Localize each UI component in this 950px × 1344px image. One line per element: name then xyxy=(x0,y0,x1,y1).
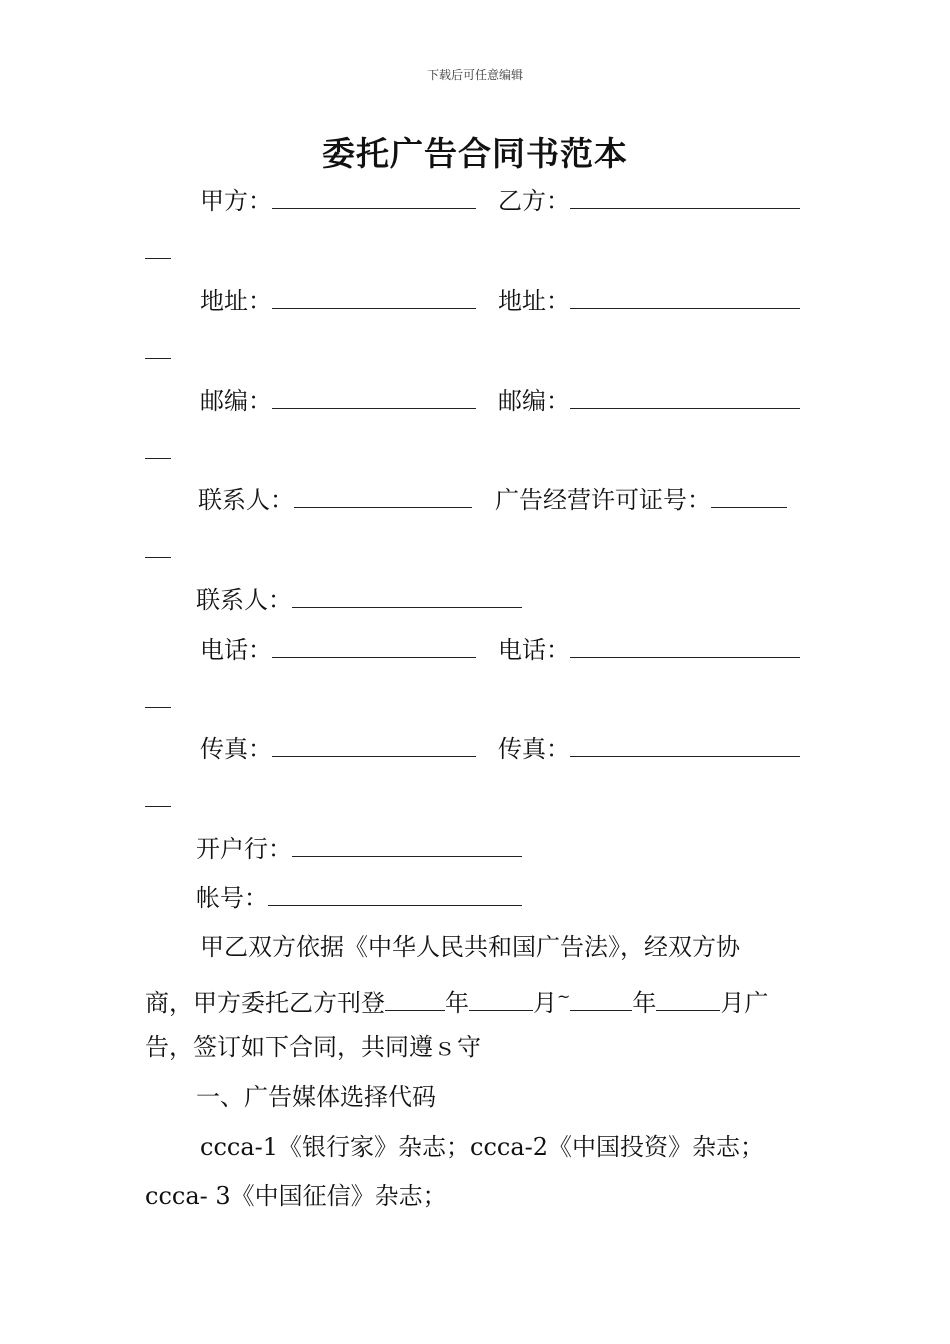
end-month-blank[interactable] xyxy=(656,986,720,1011)
start-month-blank[interactable] xyxy=(469,986,533,1011)
postcode-a-blank[interactable] xyxy=(272,384,476,409)
party-b-label: 乙方： xyxy=(498,187,570,215)
text: 商，甲方委托乙方刊登 xyxy=(145,989,385,1017)
contact-b-blank[interactable] xyxy=(292,583,522,608)
row-postcode-b xyxy=(498,384,800,417)
phone-a-blank[interactable] xyxy=(272,633,476,658)
contact-a-label: 联系人： xyxy=(198,486,294,514)
continuation-dash xyxy=(145,258,171,259)
continuation-dash xyxy=(145,806,171,807)
media-code-line: ccca-1《银行家》杂志；ccca-2《中国投资》杂志； xyxy=(200,1133,765,1161)
continuation-dash xyxy=(145,707,171,708)
row-address-a xyxy=(200,284,476,317)
address-b-blank[interactable] xyxy=(570,284,800,309)
row-phone-a xyxy=(200,633,476,666)
phone-a-label: 电话： xyxy=(200,636,272,664)
paragraph-line xyxy=(145,981,768,1019)
account-label: 帐号： xyxy=(196,884,268,912)
row-party-b xyxy=(498,184,800,217)
row-fax-a xyxy=(200,732,476,765)
row-bank xyxy=(196,832,522,865)
row-party xyxy=(200,184,476,217)
party-b-blank[interactable] xyxy=(570,184,800,209)
address-a-label: 地址： xyxy=(200,287,272,315)
fax-b-label: 传真： xyxy=(498,735,570,763)
media-code-line: ccca- 3《中国征信》杂志； xyxy=(145,1182,447,1210)
license-b-blank[interactable] xyxy=(711,483,787,508)
postcode-b-blank[interactable] xyxy=(570,384,800,409)
postcode-a-label: 邮编： xyxy=(200,387,272,415)
phone-b-label: 电话： xyxy=(498,636,570,664)
party-a-label: 甲方： xyxy=(200,187,272,215)
postcode-b-label: 邮编： xyxy=(498,387,570,415)
bank-label: 开户行： xyxy=(196,835,292,863)
continuation-dash xyxy=(145,358,171,359)
text: 月 xyxy=(533,989,557,1017)
row-fax-b xyxy=(498,732,800,765)
row-contact-b xyxy=(196,583,522,616)
text: 年 xyxy=(445,989,469,1017)
contact-b-label: 联系人： xyxy=(196,586,292,614)
continuation-dash xyxy=(145,458,171,459)
address-a-blank[interactable] xyxy=(272,284,476,309)
row-license-b xyxy=(495,483,787,516)
end-year-blank[interactable] xyxy=(570,986,632,1011)
start-year-blank[interactable] xyxy=(385,986,445,1011)
section-heading: 一、广告媒体选择代码 xyxy=(196,1083,436,1111)
row-address-b xyxy=(498,284,800,317)
party-a-blank[interactable] xyxy=(272,184,476,209)
phone-b-blank[interactable] xyxy=(570,633,800,658)
text: 月广 xyxy=(720,989,769,1017)
row-phone-b xyxy=(498,633,800,666)
row-contact-a xyxy=(198,483,472,516)
address-b-label: 地址： xyxy=(498,287,570,315)
license-b-label: 广告经营许可证号： xyxy=(495,486,711,514)
bank-blank[interactable] xyxy=(292,832,522,857)
row-account xyxy=(196,881,522,914)
fax-a-blank[interactable] xyxy=(272,732,476,757)
paragraph-line: 告，签订如下合同，共同遵ｓ守 xyxy=(145,1033,481,1061)
header-note: 下载后可任意编辑 xyxy=(426,68,523,82)
text: 年 xyxy=(632,989,657,1017)
document-title: 委托广告合同书范本 xyxy=(322,134,628,173)
continuation-dash xyxy=(145,557,171,558)
tilde-mark: ~ xyxy=(557,987,571,1006)
paragraph-line: 甲乙双方依据《中华人民共和国广告法》，经双方协 xyxy=(200,933,740,961)
account-blank[interactable] xyxy=(268,881,522,906)
row-postcode-a xyxy=(200,384,476,417)
fax-a-label: 传真： xyxy=(200,735,272,763)
contact-a-blank[interactable] xyxy=(294,483,472,508)
fax-b-blank[interactable] xyxy=(570,732,800,757)
